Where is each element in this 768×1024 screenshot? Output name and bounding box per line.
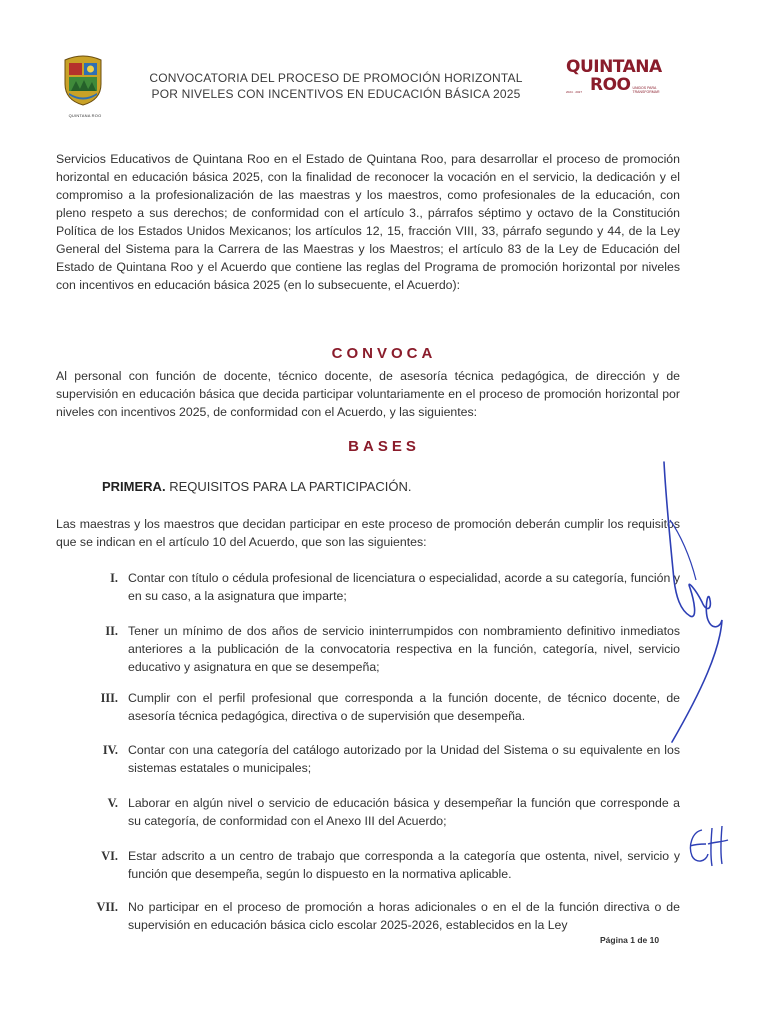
requirement-item xyxy=(88,794,680,830)
quintana-roo-government-logo xyxy=(566,58,662,102)
logo-word-quintana: QUINTANA xyxy=(566,57,662,77)
requirement-number: IV. xyxy=(102,743,118,757)
convoca-heading: CONVOCA xyxy=(331,345,437,362)
coat-of-arms-caption: QUINTANA ROO xyxy=(68,113,102,118)
requirement-item xyxy=(88,622,680,676)
requirement-text: Laborar en algún nivel o servicio de educación básica y desempeñar la función que corresponde a su categoría, de conformidad con el Anexo III del Acuerdo; xyxy=(128,796,680,828)
requirement-number: III. xyxy=(100,691,118,705)
requirement-number: VII. xyxy=(96,900,118,914)
requirements-lead-paragraph: Las maestras y los maestros que decidan participar en este proceso de promoción deberán cumplir los requisitos que se indican en el artículo 10 del Acuerdo, que son las siguientes: xyxy=(56,517,680,549)
convoca-paragraph: Al personal con función de docente, técnico docente, de asesoría técnica pedagógica, de dirección y de supervisión en educación básica que decida participar voluntariamente en el proceso de promoción horizontal por niveles con incentivos 2025, de conformidad con el Acuerdo, y las siguientes: xyxy=(56,369,680,419)
requirement-text: Estar adscrito a un centro de trabajo que corresponda a la categoría que ostenta, nivel, servicio y función que desempeña, según lo dispuesto en la normativa aplicable. xyxy=(128,849,680,881)
header-title-line-1: CONVOCATORIA DEL PROCESO DE PROMOCIÓN HORIZONTAL xyxy=(149,71,523,85)
logo-tagline: UNIDOS PARA TRANSFORMAR xyxy=(632,86,660,94)
requirement-number: V. xyxy=(107,796,118,810)
requirement-item xyxy=(88,741,680,777)
initials-signature-icon xyxy=(684,822,734,872)
section-primera-label: PRIMERA. xyxy=(102,479,166,494)
section-primera-text: REQUISITOS PARA LA PARTICIPACIÓN. xyxy=(169,479,412,494)
requirement-item xyxy=(88,569,680,605)
requirement-item xyxy=(88,847,680,883)
requirement-text: Contar con una categoría del catálogo autorizado por la Unidad del Sistema o su equivalente en los sistemas estatales o municipales; xyxy=(128,743,680,775)
logo-period: 2024 · 2027 xyxy=(566,90,583,94)
requirement-text: Cumplir con el perfil profesional que corresponda a la función docente, de técnico docente, de asesoría técnica pedagógica, directiva o de supervisión que desempeña. xyxy=(128,691,680,723)
requirement-item xyxy=(88,689,680,725)
document-header-title xyxy=(118,70,554,102)
requirement-item xyxy=(88,898,680,934)
state-coat-of-arms-logo xyxy=(62,54,108,120)
section-primera-title xyxy=(102,479,411,494)
requirement-text: No participar en el proceso de promoción a horas adicionales o en el de la función directiva o de supervisión en educación básica ciclo escolar 2025-2026, establecidos en la Ley xyxy=(128,900,680,932)
coat-of-arms-icon xyxy=(62,54,104,106)
requirement-number: VI. xyxy=(101,849,118,863)
page-number-label: Página 1 de 10 xyxy=(600,935,660,945)
logo-word-roo: ROO xyxy=(590,75,631,95)
intro-paragraph: Servicios Educativos de Quintana Roo en el Estado de Quintana Roo, para desarrollar el proceso de promoción horizontal en educación básica 2025, con la finalidad de reconocer la vocación en el servicio, la dedicación y el compromiso a la profesionalización de las maestras y los maestros, como profesionales de la educación, con pleno respeto a sus derechos; de conformidad con el artículo 3., párrafos séptimo y octavo de la Constitución Política de los Estados Unidos Mexicanos; los artículos 12, 15, fracción VIII, 33, párrafo segundo y 44, de la Ley General del Sistema para la Carrera de las Maestras y los Maestros; el artículo 83 de la Ley de Educación del Estado de Quintana Roo y el Acuerdo que contiene las reglas del Programa de promoción horizontal por niveles con incentivos en educación básica 2025 (en lo subsecuente, el Acuerdo): xyxy=(56,152,680,292)
header-title-line-2: POR NIVELES CON INCENTIVOS EN EDUCACIÓN BÁSICA 2025 xyxy=(151,87,521,101)
requirement-number: II. xyxy=(105,624,118,638)
requirement-text: Tener un mínimo de dos años de servicio ininterrumpidos con nombramiento definitivo inmediatos anteriores a la publicación de la convocatoria respectiva en la función, categoría, nivel, servicio educativo y asignatura en que se desempeña; xyxy=(128,624,680,674)
requirement-number: I. xyxy=(110,571,118,585)
bases-heading: BASES xyxy=(348,438,420,455)
requirement-text: Contar con título o cédula profesional de licenciatura o especialidad, acorde a su categoría, función y en su caso, a la asignatura que imparte; xyxy=(128,571,680,603)
